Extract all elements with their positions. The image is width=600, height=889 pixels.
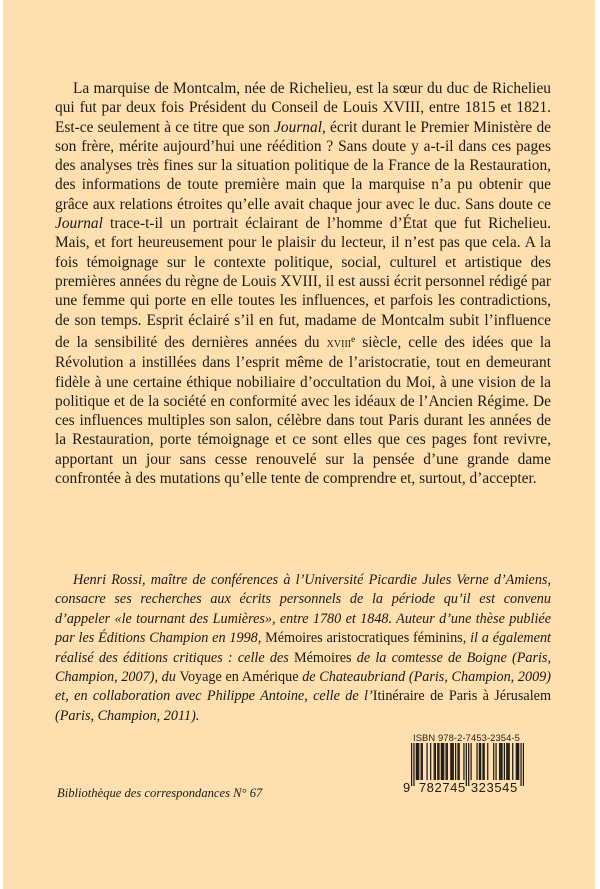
blurb-text: trace-t-il un portrait éclairant de l’homme d’État que fut Richelieu. Mais, et fort heureusement pour le plaisir du lecteur, il n’est pas que cela. A la fois témoignage sur le contexte politique, social, culturel et artistique des premières années du règne de Louis XVIII, il est aussi écrit personnel rédigé par une femme qui porte en elle toutes les influences, et parfois les contradictions, de son temps. Esprit éclairé s’il en fut, madame de Montcalm subit l’influence de la sensibilité des dernières années du xyxy=(55,215,551,351)
century-numeral: xviii xyxy=(326,334,352,351)
barcode-bar xyxy=(470,743,471,780)
barcode-bar xyxy=(504,743,505,780)
author-bio xyxy=(55,571,551,726)
bio-text: (Paris, Champion, 2011). xyxy=(55,707,200,724)
back-cover xyxy=(3,0,595,889)
barcode-bar xyxy=(495,743,496,780)
barcode-bar xyxy=(487,743,488,780)
bio-text: de Chateaubriand (Paris, Champion, 2009) et, en collaboration avec Philippe Antoine, celle de l’ xyxy=(55,669,551,705)
work-title: Mémoires xyxy=(293,649,352,666)
barcode-bar xyxy=(435,743,436,780)
barcode-bar xyxy=(509,743,510,780)
barcode-bar xyxy=(463,743,464,780)
barcode-bar xyxy=(443,743,444,780)
barcode-bar xyxy=(476,743,477,780)
barcode-bar xyxy=(480,743,481,780)
work-title: Voyage en Amérique xyxy=(179,669,299,686)
barcode-bar xyxy=(442,743,443,780)
series-label: Bibliothèque des correspondances N° 67 xyxy=(57,786,263,800)
barcode-bar xyxy=(453,743,454,780)
barcode-bar xyxy=(482,743,483,780)
barcode-bar xyxy=(450,743,451,780)
barcode-bar xyxy=(501,743,502,780)
barcode-bar xyxy=(457,743,458,780)
barcode-bar xyxy=(500,743,501,780)
barcode-bar xyxy=(451,743,452,780)
barcode-bar xyxy=(441,743,442,780)
barcode-bar xyxy=(499,743,500,780)
barcode-bar xyxy=(416,743,417,780)
ean-first-digit: 9 xyxy=(403,780,411,795)
barcode-bar xyxy=(437,743,438,780)
journal-title: Journal, xyxy=(274,118,326,136)
barcode-bar xyxy=(426,743,427,780)
barcode-bar xyxy=(459,743,460,780)
barcode-bar xyxy=(455,743,456,780)
century-superscript: e xyxy=(351,333,356,344)
barcode-bar xyxy=(422,743,423,780)
barcode-bar xyxy=(516,743,517,780)
bio-text: de la comtesse de Boigne (Paris, Champion, 2007), du xyxy=(55,649,552,686)
barcode-bar xyxy=(479,743,480,780)
blurb-text: La marquise de Montcalm, née de Richelieu, est la sœur du duc de Richelieu qui fut par deux fois Président du Conseil de Louis XVIII, entre 1815 et 1821. Est-ce seulement à ce titre que son xyxy=(55,80,551,136)
isbn-barcode xyxy=(403,732,527,794)
barcode-bar xyxy=(517,743,518,780)
blurb-text: siècle, celle des idées que la Révolution a instillées dans l’esprit même de l’aristocratie, tout en demeurant fidèle à une certaine éthique nobiliaire d’occultation du Moi, à une vision de la politique et de la société en conformité avec les idéaux de l’Ancien Régime. De ces influences multiples son salon, célèbre dans tout Paris durant les années de la Restauration, porte témoignage et ce sont elles que ces pages font revivre, apportant un jour sans cesse renouvelé sur la pensée d’une grande dame confrontée à des mutations qu’elle tente de comprendre et, surtout, d’accepter. xyxy=(55,333,551,488)
bio-text: Henri Rossi, maître de conférences à l’Université Picardie Jules Verne d’Amiens, consacre ses recherches aux écrits personnels de la période qu’il est convenu d’appeler «le tournant des Lumières», entre 1780 et 1848. Auteur d’une thèse publiée par les Éditions Champion en 1998, xyxy=(55,572,551,647)
barcode-bar xyxy=(520,743,521,786)
barcode-bar xyxy=(506,743,507,780)
barcode-bar xyxy=(438,743,439,780)
blurb-paragraph xyxy=(55,79,551,488)
ean-left-digits: 782745 xyxy=(418,780,466,795)
barcode-bar xyxy=(518,743,519,780)
barcode-bar xyxy=(434,743,435,780)
barcode-bar xyxy=(430,743,431,780)
barcode-bar xyxy=(417,743,418,780)
bio-text: il a également réalisé des éditions critiques : celle des xyxy=(55,630,552,666)
barcode-bar xyxy=(512,743,513,780)
barcode-bar xyxy=(445,743,446,780)
barcode-bar xyxy=(523,743,524,786)
barcode-bar xyxy=(421,743,422,780)
isbn-label: ISBN 978-2-7453-2354-5 xyxy=(413,732,520,743)
barcode-bar xyxy=(507,743,508,780)
blurb-text: écrit durant le Premier Ministère de son frère, mérite aujourd’hui une réédition ? Sans doute y a-t-il dans ces pages des analyses très fines sur la situation politique de la France de la Restauration, des informations de toute première main que la marquise n’a pu obtenir que grâce aux relations étroites qu’elle avait chaque jour avec le duc. Sans doute ce xyxy=(55,118,551,213)
ean-right-digits: 323545 xyxy=(470,780,518,795)
barcode-bar xyxy=(493,743,494,780)
barcode-bar xyxy=(484,743,485,780)
ean-digits xyxy=(403,780,518,795)
barcode-bar xyxy=(418,743,419,780)
work-title: Mémoires aristocratiques féminins, xyxy=(265,630,467,647)
journal-title: Journal xyxy=(55,215,103,233)
barcode-bar xyxy=(447,743,448,780)
work-title: Itinéraire de Paris à Jérusalem xyxy=(372,688,551,705)
